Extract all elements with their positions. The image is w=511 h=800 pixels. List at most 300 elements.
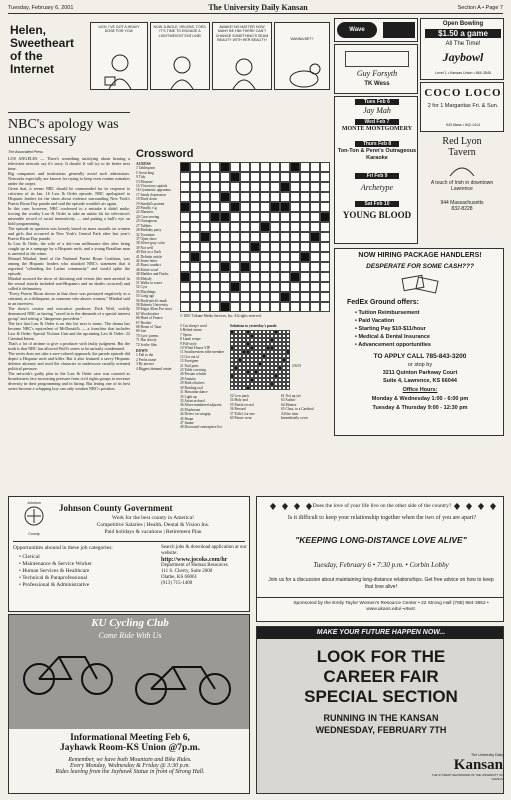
grid-cell: [250, 292, 260, 302]
grid-cell: [280, 252, 290, 262]
grid-cell: [200, 242, 210, 252]
grid-cell: [190, 292, 200, 302]
grid-cell: [180, 222, 190, 232]
grid-cell: [240, 192, 250, 202]
lion-icon: [420, 158, 504, 180]
crossword-clue: 17 Sandy depression: [136, 192, 166, 197]
grid-cell: [280, 292, 290, 302]
grid-cell: [320, 162, 330, 172]
crossword-clue: 15 Foreigner: [180, 359, 199, 364]
crossword-clue: 72 Scribe film: [136, 342, 157, 347]
grid-cell: [270, 182, 280, 192]
crossword-clue: 66 Head of France: [136, 316, 163, 321]
crossword-clue: 41 Definite article: [136, 254, 163, 259]
grid-cell: [230, 262, 240, 272]
grid-cell: [200, 182, 210, 192]
crossword-clue: 22 Mariners: [136, 210, 154, 215]
crossword-clue: 59 Edgar Allan Poe story: [136, 307, 173, 312]
grid-cell: [280, 302, 290, 312]
grid-cell: [270, 192, 280, 202]
grid-cell: [280, 222, 290, 232]
grid-cell: [300, 202, 310, 212]
grid-cell: [240, 202, 250, 212]
crossword-title: Crossword: [136, 148, 194, 160]
crossword-clue: Immediately cover: [281, 416, 309, 421]
grid-cell: [220, 302, 230, 312]
grid-cell: [250, 252, 260, 262]
grid-cell: [300, 282, 310, 292]
coco-logo: COCO LOCO: [424, 87, 502, 99]
crossword-clue: 53 Playthings: [136, 289, 156, 294]
grid-cell: [180, 212, 190, 222]
kansan-logo: The University Daily Kansan THE STUDENT NEWSPAPER OF THE UNIVERSITY OF KANSAS: [431, 753, 503, 782]
grid-cell: [220, 222, 230, 232]
grid-cell: [290, 232, 300, 242]
grid-cell: [210, 192, 220, 202]
crossword-clue: 23 Table covering: [180, 368, 206, 373]
crossword-clue: 68 Home of Tatar: [136, 325, 162, 330]
grid-cell: [310, 282, 320, 292]
grid-cell: [260, 172, 270, 182]
grid-cell: [280, 192, 290, 202]
grid-cell: [180, 202, 190, 212]
grid-cell: [190, 202, 200, 212]
crossword-clue: 30 Reading tool: [180, 385, 203, 390]
grid-cell: [210, 242, 220, 252]
masthead-section: Section A • Page 7: [457, 5, 503, 11]
comic-panel-4: WANNA BET?: [274, 22, 330, 90]
grid-cell: [270, 242, 280, 252]
grid-cell: [240, 262, 250, 272]
comic-panel-2: NOW JUNGLE, HELENS, TOES, IT'S TIME TO ENGAGE A LIGHTWEIGHT ENT.LINE!: [150, 22, 210, 90]
crossword-clue: 57 Eiffel, for one: [230, 411, 255, 416]
crossword-clue: 14 Victorious capitals: [136, 184, 168, 189]
grid-cell: [210, 292, 220, 302]
grid-cell: [270, 262, 280, 272]
grid-cell: [200, 162, 210, 172]
grid-cell: [280, 202, 290, 212]
grid-cell: [220, 242, 230, 252]
grid-cell: [250, 192, 260, 202]
johnson-county-ad: Johnson County Johnson County Government Work for the best county in America! Competitive Salaries | Health, Dental & Vision Ins. Paid holidays & vacations | Retirement Plan Opportunities abound in these job categories: • Clerical • Maintenance & Service Worker • Human Services & Healthcare • Technical & Paraprofessional • Professional & Administrative Search jobs & download application at our website: http://www.jocoks.com/hr Department of Human Resources 111 S. Cherry, Suite 2600 Olathe, KS 66061 (913) 715-1400: [8, 496, 250, 612]
grid-cell: [210, 282, 220, 292]
grid-cell: [300, 252, 310, 262]
grid-cell: [210, 182, 220, 192]
grid-cell: [230, 192, 240, 202]
crossword-clue: 9 Poll-style: [180, 341, 197, 346]
crossword-clue: 33 Light up: [180, 394, 197, 399]
article-byline: The Associated Press: [8, 150, 43, 154]
grid-cell: [280, 172, 290, 182]
grid-cell: [210, 172, 220, 182]
grid-cell: [290, 182, 300, 192]
grid-cell: [260, 182, 270, 192]
crossword-clue: 45 Shape: [180, 416, 194, 421]
crossword-down-3: [230, 394, 328, 420]
grid-cell: [210, 262, 220, 272]
grid-cell: [240, 252, 250, 262]
grid-cell: [270, 162, 280, 172]
grid-cell: [250, 212, 260, 222]
crossword-clue: 3 By answer: [136, 362, 154, 367]
grid-cell: [190, 212, 200, 222]
crossword-clue: 28 Annuity: [180, 376, 197, 381]
grid-cell: [240, 172, 250, 182]
grid-cell: [180, 232, 190, 242]
crossword-clue: 37 Open show: [136, 236, 157, 241]
bar-logo-2: [383, 22, 415, 38]
grid-cell: [260, 202, 270, 212]
grid-cell: [270, 302, 280, 312]
grid-cell: [190, 162, 200, 172]
grid-cell: [260, 162, 270, 172]
grid-cell: [320, 182, 330, 192]
grid-cell: [310, 202, 320, 212]
grid-cell: [230, 282, 240, 292]
grid-cell: [310, 172, 320, 182]
grid-cell: [240, 182, 250, 192]
crossword-clue: 8 Lamb recipe: [180, 337, 201, 342]
crossword-clue: 9 Tidy: [136, 175, 146, 180]
article-body: LOS ANGELES — There's something satisfying about hearing a television network say it's sorry. It should. It will try to do better next time. Big companies and institutions generally avoid such admissions. Networks especially are known for trying to keep even routine mistakes under the carpet. Given that, it seems NBC should be commended for its response to criticism of its Jan. 16 Law & Order episode. NBC apologized to Hispanic leaders for the show about violence surrounding New York's Puerto Rican Day parade and said the episode wouldn't air again. In this case, however, NBC confessed to a mistake it didn't make, forcing the worthy Law & Order to take an unfair hit for television's miserable record of racial insensitivity — and putting a bull's eye on bold programming. The episode in question was loosely based on mass assaults on women and girls that occurred in New York's Central Park after last year's Puerto Rican Day parade. In Law & Order, the wife of a dot-com millionaire dies after being caught up in a rampage by a Hispanic mob, and a young Brazilian man is arrested in the crime. Manuel Mirabal, head of the National Puerto Rican Coalition, was among the Hispanic leaders who attacked NBC's statement that it regretted "offending the Latino community" and would spike the episode. Mirabal accused the show of distorting real events (the men arrested in the sexual attacks included non-Hispanics and no deaths occurred) and called it defamatory. "Every Puerto Rican shown in that show was portrayed negatively as a criminal, as a delinquent, as someone who abuses women," Mirabal said in an interview. The show's creator and executive producer, Dick Wolf, swiftly denounced NBC as having "caved in to the demands of a special interest group" and setting a "dangerous precedent." The fact that Law & Order is on this list next is ironic. The drama has become NBC's equivalent of McDonald's — a franchise that includes Law & Order: Special Victims Unit and the upcoming Law & Order: 22 Criminal Intent. That's a lot of airtime to give a producer with faulty judgment. But the truth is that NBC has allowed Wolf's series to be unfairly condemned. The series does not take a race-colored approach; the parade episode did depict a Hispanic mob and killer. But it also featured a savvy Hispanic defense attorney and used the character to underscore racially oriented political pressure. The network's guilty plea in the Law & Order case was counted as broadcasters face increasing pressure from civil rights groups to increase diversity in their programming and in hiring. But letting one of its best series become a whipping boy can only weaken NBC's position.: [8, 156, 130, 392]
grid-cell: [180, 292, 190, 302]
grid-cell: [210, 212, 220, 222]
grid-cell: [320, 222, 330, 232]
grid-cell: [200, 282, 210, 292]
grid-cell: [180, 242, 190, 252]
grid-cell: [240, 242, 250, 252]
grid-cell: [190, 302, 200, 312]
grid-cell: [280, 232, 290, 242]
fedex-benefits: • Tuition Reimbursement • Paid Vacation • Starting Pay $10-$11/hour • Medical & Dental Insurance • Advancement opportunities: [355, 309, 431, 349]
grid-cell: [240, 162, 250, 172]
grid-cell: [320, 252, 330, 262]
grid-cell: [230, 302, 240, 312]
grid-cell: [310, 252, 320, 262]
comic-title: Helen, Sweetheart of the Internet: [10, 23, 75, 76]
grid-cell: [270, 212, 280, 222]
crossword-clue: 21 Nail parts: [180, 363, 199, 368]
grid-cell: [270, 222, 280, 232]
crossword-clue: 69 Just: [136, 329, 147, 334]
crossword-clue: 12 Got out of: [180, 354, 200, 359]
crossword-clue: 48 Marbles and Ducks: [136, 272, 169, 277]
bicycle-icon: [129, 655, 239, 707]
crossword-clue: 47 Insane: [180, 420, 194, 425]
grid-cell: [300, 192, 310, 202]
grid-cell: [320, 192, 330, 202]
grid-cell: [220, 172, 230, 182]
grid-cell: [190, 282, 200, 292]
grid-cell: [310, 162, 320, 172]
grid-cell: [200, 222, 210, 232]
money-icon: [399, 271, 441, 297]
grid-cell: [230, 252, 240, 262]
grid-cell: [190, 172, 200, 182]
grid-cell: [310, 242, 320, 252]
grid-cell: [270, 172, 280, 182]
grid-cell: [260, 212, 270, 222]
crossword-clue: 55 Long ago: [136, 294, 155, 299]
helen-comic: [8, 18, 330, 110]
crossword-clue: 70 Lyric poems: [136, 333, 159, 338]
grid-cell: [240, 222, 250, 232]
crossword-clue: 4 Biggest demand center: [136, 366, 172, 371]
grid-cell: [270, 202, 280, 212]
crossword-clue: 1 Fall to the: [136, 353, 154, 358]
crossword-clue: 62 Woodworker: [136, 311, 160, 316]
grid-cell: [180, 162, 190, 172]
grid-cell: [240, 232, 250, 242]
grid-cell: [310, 272, 320, 282]
crossword-clue: 63 Author: [281, 398, 296, 403]
job-categories: • Clerical • Maintenance & Service Worker • Human Services & Healthcare • Technical & Paraprofessional • Professional & Administrative: [19, 554, 92, 589]
article-headline: NBC's apology was unnecessary: [8, 117, 119, 147]
grid-cell: [320, 232, 330, 242]
grid-cell: [260, 292, 270, 302]
bicycle-icon: [19, 645, 119, 697]
crossword-clue: 65 Class, to a Cardinal: [281, 407, 314, 412]
grid-cell: [320, 212, 330, 222]
crossword-clue: 6 Bolted steam: [180, 328, 202, 333]
grid-cell: [220, 202, 230, 212]
crossword-clue: 61 Not up yet: [281, 394, 301, 398]
masthead-date: Tuesday, February 6, 2001: [8, 5, 74, 11]
crossword-clue: 19 Sundial's pointer: [136, 201, 165, 206]
grid-cell: [230, 222, 240, 232]
grid-cell: [260, 192, 270, 202]
crossword-clue: 39 Not well: [136, 245, 153, 250]
jaybowl-ad: Open Bowling $1.50 a game All The Time! Jaybowl Level 1 • Kansas Union • 864-3545: [420, 18, 504, 80]
crossword-across: ACROSS 1 Tablespoon 5 Great king 9 Tidy 13 Pleasure 14 Victorious capitals 16 Gymnastic apparatus 17 Sandy depression 18 Duck down 19 Sundial's pointer 20 Finally, e.g. 22 Mariners 24 Corn serving 25 Outrageous 27 Tabbies 28 Birthday party 32 Tyrannize 37 Open show 38 Silver-gray color 39 Not well 40 Fast as a flash 41 Definite article 42 Sense letter 45 Boast conduct 46 Kitten vocal 48 Marbles and Ducks 50 Melody 51 Walks in water 52 Cyst 53 Playthings 55 Long ago 56 Book-pitch's mark 58 Roberto University 59 Edgar Allan Poe story 62 Woodworker 66 Head of France 67 Brother 68 Home of Tatar 69 Just 70 Lyric poems 71 Has slowly 72 Scribe film DOWN 1 Fall to the 2 Prefix name 3 By answer 4 Biggest demand center: [136, 162, 176, 371]
grid-cell: [290, 242, 300, 252]
grid-cell: [270, 232, 280, 242]
crossword-clue: 5 Cut sheep's wool: [180, 324, 208, 328]
lineup-ad: Tues Feb 6 Jay Mah Wed Feb 7 MONTE MONTGOMERY Thurs Feb 8 Ton-Ton & Penn's Outrageous Karaoke Fri Feb 9 Archetype Sat Feb 10 YOUNG BLOOD: [334, 96, 418, 244]
grid-cell: [230, 172, 240, 182]
grid-cell: [250, 162, 260, 172]
grid-cell: [260, 302, 270, 312]
grid-cell: [300, 262, 310, 272]
grid-cell: [290, 252, 300, 262]
grid-cell: [300, 272, 310, 282]
grid-cell: [280, 282, 290, 292]
crossword-clue: 5 Great king: [136, 170, 154, 175]
grid-cell: [250, 302, 260, 312]
grid-cell: [200, 292, 210, 302]
crossword-clue: 20 Finally, e.g.: [136, 206, 158, 211]
crossword-clue: 50 Melody: [136, 276, 152, 281]
grid-cell: [320, 242, 330, 252]
crossword-clue: 2 Prefix name: [136, 357, 157, 362]
grid-cell: [250, 282, 260, 292]
grid-cell: [190, 262, 200, 272]
crossword-clue: 7 Opera: [180, 332, 192, 337]
article: [8, 112, 130, 492]
crossword-clue: All the time: [281, 411, 299, 416]
masthead-paper: The University Daily Kansan: [208, 3, 308, 12]
grid-cell: [320, 302, 330, 312]
grid-cell: [210, 222, 220, 232]
cycling-ad: KU Cycling Club Come Ride With Us Informational Meeting Feb 6, Jayhawk Room-KS Union @7p.m. Remember, we have both Mountain and Bike Rides. Every Monday, Wednesday & Friday @ 3:30 p.m. Rides leaving from the Jayhawk Statue in front of Strong Hall.: [8, 614, 250, 794]
grid-cell: [310, 262, 320, 272]
crossword-clue: 56 Reward: [230, 407, 246, 412]
crossword-clue: 71 Has slowly: [136, 338, 157, 343]
crossword-clue: 26 Persian scholar: [180, 372, 207, 377]
grid-cell: [260, 282, 270, 292]
red-lyon-ad: Red Lyon Tavern A touch of Irish in downtown Lawrence 944 Massachusetts 832-8228: [420, 136, 504, 244]
girl-drawing: [225, 57, 263, 89]
crossword-clue: 58 Roberto University: [136, 303, 169, 307]
grid-cell: [200, 202, 210, 212]
grid-cell: [260, 252, 270, 262]
grid-cell: [320, 202, 330, 212]
grid-cell: [260, 272, 270, 282]
grid-cell: [180, 252, 190, 262]
grid-cell: [180, 182, 190, 192]
crossword-clue: 56 Book-pitch's mark: [136, 298, 167, 303]
fedex-ad: NOW HIRING PACKAGE HANDLERS! DESPERATE FOR SOME CASH??? FedEx Ground offers: • Tuition Reimbursement • Paid Vacation • Starting Pay $10-$11/hour • Medical & Dental Insurance • Advancement opportunities TO APPLY CALL 785-843-3200 or stop by 3211 Quinton Parkway Court Suite 4, Lawrence, KS 66044 Office Hours: Monday & Wednesday 1:00 - 6:00 pm Tuesday & Thursday 9:00 - 12:30 pm: [334, 248, 504, 436]
crossword-clue: 43 Mushroom: [180, 407, 201, 412]
county-map-icon: [13, 505, 55, 527]
grid-cell: [230, 202, 240, 212]
grid-cell: [300, 302, 310, 312]
crossword-clue: 10 White House VIP: [180, 346, 210, 351]
crossword-credit: © 2001 Tribune Media Services, Inc. All rights reserved.: [180, 314, 262, 318]
grid-cell: [290, 162, 300, 172]
crossword-clue: 51 Walks in water: [136, 280, 162, 285]
crossword-down-2: [180, 324, 226, 430]
crossword-clue: 24 Corn serving: [136, 214, 160, 219]
grid-cell: [210, 302, 220, 312]
grid-cell: [180, 282, 190, 292]
grid-cell: [260, 242, 270, 252]
grid-cell: [320, 282, 330, 292]
grid-cell: [240, 292, 250, 302]
grid-cell: [210, 252, 220, 262]
grid-cell: [260, 222, 270, 232]
crossword-clue: 11 Southwestern tribe member: [180, 350, 225, 355]
grid-cell: [200, 272, 210, 282]
crossword-clue: 40 Fast as a flash: [136, 250, 161, 255]
crossword-clue: 44 Defect on wingtip: [180, 412, 211, 417]
grid-cell: [200, 252, 210, 262]
grid-cell: [200, 172, 210, 182]
crossword: [136, 148, 330, 492]
grid-cell: [230, 212, 240, 222]
grid-cell: [300, 182, 310, 192]
grid-cell: [290, 212, 300, 222]
crossword-clue: 64 Montez: [281, 402, 297, 407]
grid-cell: [286, 386, 290, 390]
grid-cell: [270, 272, 280, 282]
grid-cell: [270, 282, 280, 292]
grid-cell: [270, 292, 280, 302]
solutions-grid: [230, 330, 290, 390]
grid-cell: [200, 262, 210, 272]
johnson-url[interactable]: http://www.jocoks.com/hr: [161, 557, 228, 563]
crossword-clue: 52 Cyst: [136, 285, 148, 290]
grid-cell: [280, 212, 290, 222]
grid-cell: [230, 232, 240, 242]
grid-cell: [300, 172, 310, 182]
crossword-clue: 16 Gymnastic apparatus: [136, 188, 171, 193]
grid-cell: [290, 272, 300, 282]
grid-cell: [180, 192, 190, 202]
grid-cell: [260, 262, 270, 272]
grid-cell: [240, 212, 250, 222]
grid-cell: [310, 302, 320, 312]
grid-cell: [220, 282, 230, 292]
grid-cell: [180, 262, 190, 272]
grid-cell: [250, 242, 260, 252]
grid-cell: [290, 302, 300, 312]
grid-cell: [220, 212, 230, 222]
grid-cell: [220, 192, 230, 202]
grid-cell: [190, 222, 200, 232]
grid-cell: [300, 232, 310, 242]
grid-cell: [290, 292, 300, 302]
grid-cell: [250, 202, 260, 212]
crossword-clue: 45 Boast conduct: [136, 263, 161, 268]
grid-cell: [310, 192, 320, 202]
ads-column: [334, 18, 504, 244]
crossword-clue: 25 Outrageous: [136, 219, 158, 224]
crossword-clue: 54 Holy and: [230, 398, 248, 403]
comic-panel-3: AWAKE! NO MATTER HOW MANY BE HIM THERE CAN'T CHANGE SOMETHING'S SEAM BEAUTY WITH HER BEAUTY!: [212, 22, 272, 90]
crossword-clue: 28 Birthday party: [136, 228, 162, 233]
grid-cell: [280, 272, 290, 282]
crossword-clue: 60 Future wear: [230, 416, 252, 421]
masthead: [8, 4, 503, 14]
grid-cell: [310, 292, 320, 302]
grid-cell: [280, 262, 290, 272]
grid-cell: [210, 272, 220, 282]
grid-cell: [210, 232, 220, 242]
crossword-clue: 27 Tabbies: [136, 223, 152, 228]
grid-cell: [260, 232, 270, 242]
dog-drawing: [285, 57, 323, 89]
grid-cell: [320, 172, 330, 182]
solutions: Solutions to yesterday's puzzle 2/6/01: [230, 324, 328, 328]
girl-drawing: [101, 53, 139, 89]
crossword-clue: 29 Both relatives: [180, 381, 205, 386]
grid-cell: [300, 212, 310, 222]
grid-cell: [290, 172, 300, 182]
long-distance-ad: Does the love of your life live on the other side of the country? Is it difficult to keep your relationship together when the two of you are apart? "KEEPING LONG-DISTANCE LOVE ALIVE" Tuesday, February 6 • 7:30 p.m. • Corbin Lobby Join us for a discussion about maintaining long-distance relationships. Get free advice on how to keep that love alive! Sponsored by the Emily Taylor Women's Resource Center • 22 Strong Hall (785) 864-3552 • www.ukans.edu/~etwrc: [256, 496, 504, 622]
johnson-logo: Johnson County: [13, 501, 55, 541]
grid-cell: [180, 272, 190, 282]
crossword-clue: 13 Pleasure: [136, 179, 153, 184]
grid-cell: [300, 162, 310, 172]
jaybowl-logo: Jaybowl: [442, 50, 484, 64]
grid-cell: [210, 202, 220, 212]
grid-cell: [230, 242, 240, 252]
grid-cell: [240, 302, 250, 312]
grid-cell: [250, 182, 260, 192]
crossword-grid: [180, 162, 330, 312]
grid-cell: [190, 182, 200, 192]
grid-cell: [200, 212, 210, 222]
guy-forsyth-ad: Guy Forsyth TK Wess: [334, 44, 418, 94]
career-fair-ad: MAKE YOUR FUTURE HAPPEN NOW... LOOK FOR THE CAREER FAIR SPECIAL SECTION RUNNING IN THE KANSAN WEDNESDAY, FEBRUARY 7TH The University Daily Kansan THE STUDENT NEWSPAPER OF THE UNIVERSITY OF KANSAS: [256, 626, 504, 794]
grid-cell: [320, 272, 330, 282]
guy-image: [345, 51, 409, 67]
grid-cell: [250, 272, 260, 282]
grid-cell: [320, 292, 330, 302]
crossword-clue: 46 Kitten vocal: [136, 267, 159, 272]
grid-cell: [220, 262, 230, 272]
